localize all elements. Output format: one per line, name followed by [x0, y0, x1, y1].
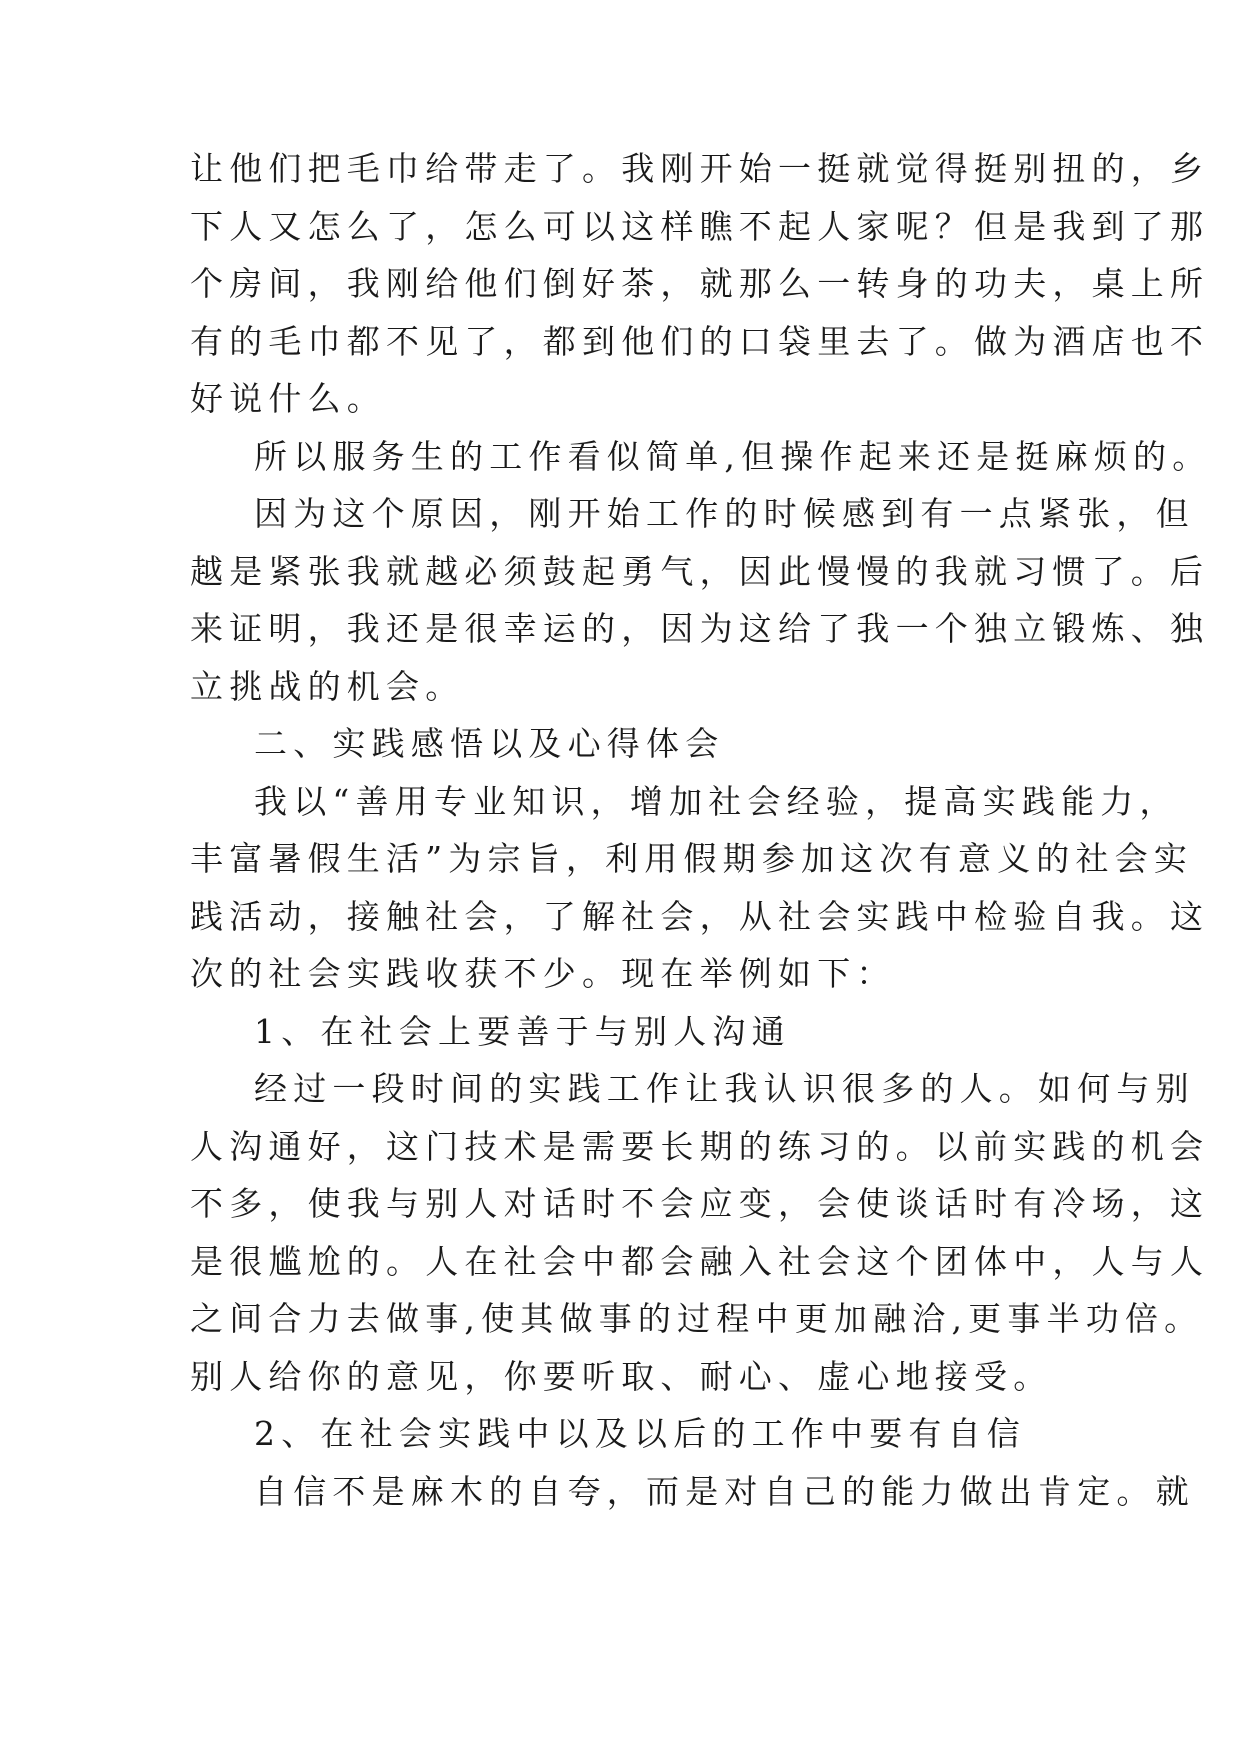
paragraph-start: 经过一段时间的实践工作让我认识很多的人。如何与别: [254, 1069, 1195, 1108]
paragraph-start: 自信不是麻木的自夸，而是对自己的能力做出肯定。就: [254, 1471, 1195, 1511]
text-line: 立挑战的机会。: [190, 666, 465, 706]
text-line: 有的毛巾都不见了，都到他们的口袋里去了。做为酒店也不: [190, 321, 1210, 361]
text-line: 次的社会实践收获不少。现在举例如下：: [190, 954, 896, 993]
subsection-heading: 2、在社会实践中以及以后的工作中要有自信: [254, 1414, 1026, 1453]
text-line: 下人又怎么了，怎么可以这样瞧不起人家呢？但是我到了那: [190, 206, 1210, 246]
text-line: 越是紧张我就越必须鼓起勇气，因此慢慢的我就习惯了。后: [190, 551, 1210, 591]
paragraph-start: 我以“善用专业知识，增加社会经验，提高实践能力，: [254, 781, 1179, 821]
text-line: 之间合力去做事,使其做事的过程中更加融洽,更事半功倍。: [190, 1299, 1204, 1338]
text-line: 个房间，我刚给他们倒好茶，就那么一转身的功夫，桌上所: [190, 264, 1210, 303]
text-line: 践活动，接触社会，了解社会，从社会实践中检验自我。这: [190, 896, 1210, 936]
paragraph-start: 因为这个原因，刚开始工作的时候感到有一点紧张，但: [254, 494, 1195, 533]
text-line: 别人给你的意见，你要听取、耐心、虚心地接受。: [190, 1356, 1053, 1396]
section-heading: 二、实践感悟以及心得体会: [254, 724, 725, 763]
text-line: 来证明，我还是很幸运的，因为这给了我一个独立锻炼、独: [190, 609, 1210, 648]
text-line: 好说什么。: [190, 379, 386, 418]
text-line: 丰富暑假生活”为宗旨，利用假期参加这次有意义的社会实: [190, 839, 1194, 878]
text-line: 是很尴尬的。人在社会中都会融入社会这个团体中，人与人: [190, 1241, 1210, 1281]
paragraph-start: 所以服务生的工作看似简单,但操作起来还是挺麻烦的。: [254, 436, 1212, 476]
document-page: [190, 140, 1212, 1520]
text-line: 不多，使我与别人对话时不会应变，会使谈话时有冷场，这: [190, 1184, 1210, 1223]
text-line: 人沟通好，这门技术是需要长期的练习的。以前实践的机会: [190, 1126, 1210, 1166]
text-line: 让他们把毛巾给带走了。我刚开始一挺就觉得挺别扭的，乡: [190, 149, 1210, 188]
subsection-heading: 1、在社会上要善于与别人沟通: [254, 1011, 791, 1051]
